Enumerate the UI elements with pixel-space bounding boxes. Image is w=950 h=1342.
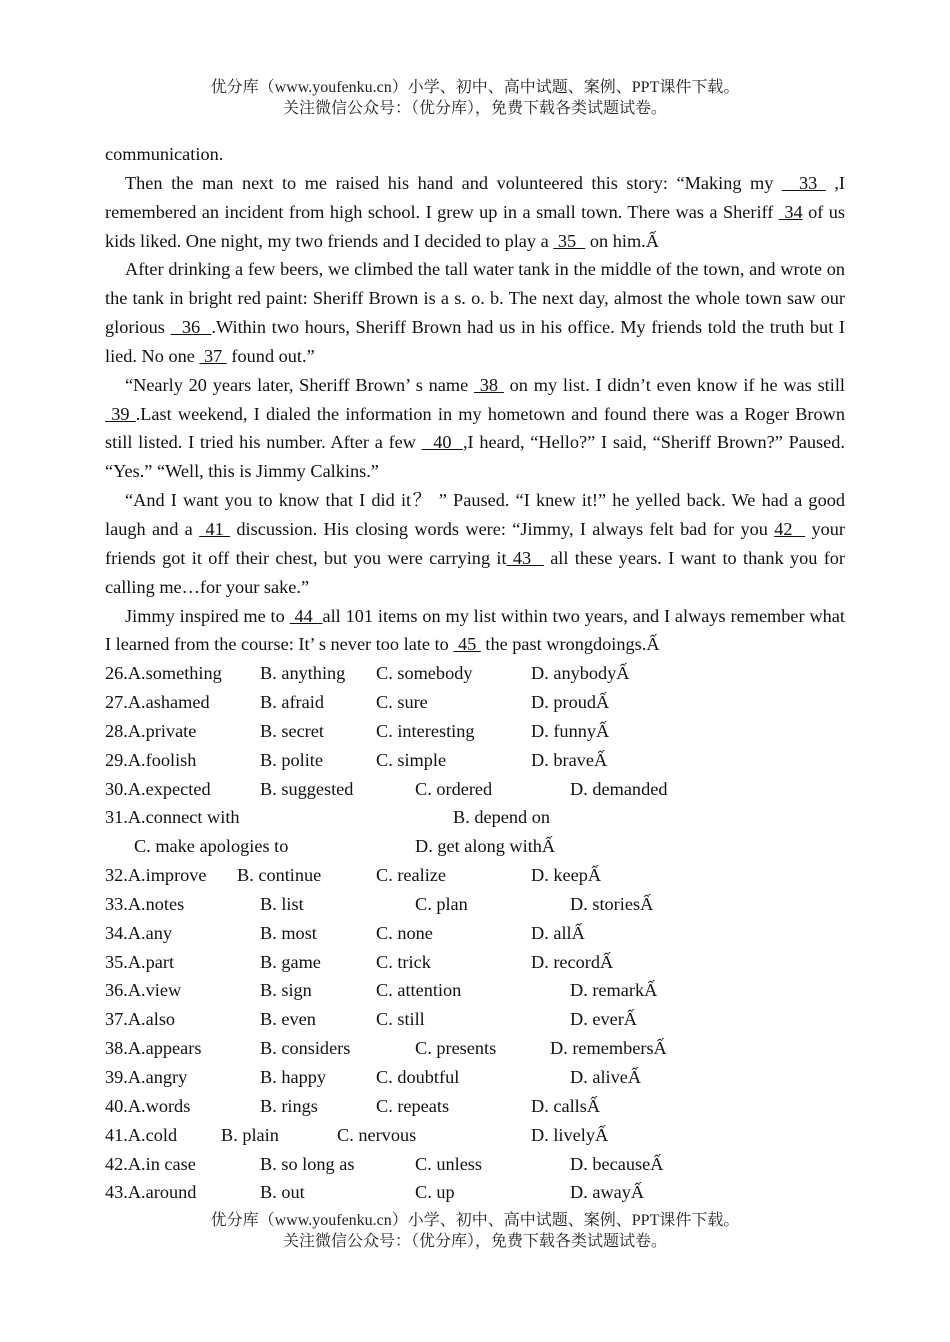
blank-39: 39	[105, 403, 136, 424]
option-d: D. funnyẤ	[531, 720, 610, 741]
option-d: D. keepẤ	[531, 865, 602, 886]
blank-35: 35	[553, 230, 586, 251]
text: discussion. His closing words were: “Jimmy, I always felt bad for you	[230, 518, 775, 539]
option-c: C. still	[376, 1009, 425, 1030]
question-33	[105, 890, 845, 919]
text: on him.Ấ	[585, 230, 659, 251]
option-a: 27.A.ashamed	[105, 692, 210, 713]
text: .Within two hours, Sheriff Brown had us in his office. My friends told the truth but I lied. No one	[105, 317, 846, 366]
question-26	[105, 659, 845, 688]
question-31-continued	[105, 832, 845, 861]
option-d: D. awayẤ	[570, 1182, 645, 1203]
text: on my list. I didn’t even know if he was still	[503, 374, 846, 395]
option-d: D. demanded	[570, 778, 668, 799]
option-b: B. plain	[221, 1124, 279, 1145]
option-b: B. sign	[260, 980, 312, 1001]
option-d: D. becauseẤ	[570, 1153, 664, 1174]
text: your friends got it off their chest, but you were carrying it	[105, 518, 846, 568]
blank-44: 44	[289, 605, 323, 626]
option-b: B. even	[260, 1009, 316, 1030]
question-37	[105, 1005, 845, 1034]
option-c: C. doubtful	[376, 1067, 460, 1087]
text: of us kids liked. One night, my two friends and I decided to play a	[105, 201, 846, 251]
paragraph-0: communication.	[105, 144, 224, 164]
paragraph-4	[105, 486, 845, 601]
text: .Last weekend, I dialed the information in my hometown and found there was a Roger Brown still listed. I tried his number. After a few	[105, 403, 845, 453]
paragraph-5	[105, 602, 845, 660]
option-a: 32.A.improve	[105, 865, 207, 886]
option-d: D. braveẤ	[531, 749, 608, 770]
option-c: C. interesting	[376, 720, 475, 741]
question-29	[105, 746, 845, 775]
option-b: B. rings	[260, 1095, 318, 1116]
option-b: B. anything	[260, 663, 346, 684]
blank-38: 38	[474, 374, 504, 395]
option-d: D. aliveẤ	[570, 1067, 642, 1087]
option-c: C. somebody	[376, 663, 473, 684]
blank-36: 36	[170, 317, 212, 338]
option-b: B. list	[260, 893, 304, 914]
option-c: C. up	[415, 1182, 455, 1203]
footer-line-1: 优分库（www.youfenku.cn）小学、初中、高中试题、案例、PPT课件下载。	[210, 1212, 740, 1229]
question-35	[105, 948, 845, 977]
option-c: C. unless	[415, 1153, 483, 1174]
option-c: C. trick	[376, 951, 431, 972]
option-a: 41.A.cold	[105, 1124, 178, 1145]
page-footer	[0, 1210, 950, 1252]
blank-33: 33	[781, 172, 826, 193]
option-b: B. secret	[260, 720, 324, 741]
question-39	[105, 1063, 845, 1092]
option-b: B. happy	[260, 1067, 327, 1087]
question-27	[105, 688, 845, 717]
option-a: 38.A.appears	[105, 1038, 202, 1059]
option-c: C. nervous	[337, 1124, 417, 1145]
text: all 101 items on my list within two years, and I always remember what I learned from the course: It’ s never too late to	[105, 605, 846, 655]
option-d: D. anybodyẤ	[531, 663, 630, 684]
option-c: C. simple	[376, 749, 447, 770]
text: all these years. I want to thank you for calling me…for your sake.”	[105, 547, 846, 597]
option-c: C. none	[376, 922, 433, 943]
text: ,I heard, “Hello?” I said, “Sheriff Brown?” Paused. “Yes.” “Well, this is Jimmy Calkins.”	[105, 432, 845, 482]
option-a: 42.A.in case	[105, 1153, 196, 1174]
header-line-2: 关注微信公众号：（优分库），免费下载各类试题试卷。	[282, 100, 667, 117]
document-body	[105, 140, 845, 1207]
question-31	[105, 803, 845, 832]
option-c: C. make apologies to	[134, 836, 289, 857]
option-d: D. get along withẤ	[415, 836, 556, 857]
paragraph-1	[105, 169, 845, 256]
option-a: 35.A.part	[105, 951, 175, 972]
blank-42: 42	[774, 518, 806, 539]
option-c: C. ordered	[415, 778, 493, 799]
option-d: D. allẤ	[531, 922, 585, 943]
option-c: C. plan	[415, 893, 468, 914]
option-c: C. realize	[376, 865, 447, 886]
option-a: 39.A.angry	[105, 1067, 188, 1087]
paragraph-2	[105, 255, 845, 370]
question-32	[105, 861, 845, 890]
option-d: D. proudẤ	[531, 692, 610, 713]
option-d: D. remarkẤ	[570, 980, 658, 1001]
question-40	[105, 1092, 845, 1121]
option-d: D. callsẤ	[531, 1095, 601, 1116]
option-d: D. storiesẤ	[570, 893, 654, 914]
question-43	[105, 1178, 845, 1207]
option-a: 26.A.something	[105, 663, 222, 684]
blank-40: 40	[421, 432, 463, 453]
question-41	[105, 1121, 845, 1150]
option-b: B. game	[260, 951, 321, 972]
option-b: B. continue	[237, 865, 322, 886]
option-b: B. polite	[260, 749, 323, 770]
question-38	[105, 1034, 845, 1063]
option-a: 36.A.view	[105, 980, 182, 1001]
option-a: 30.A.expected	[105, 778, 211, 799]
option-b: B. depend on	[453, 807, 550, 828]
question-42	[105, 1150, 845, 1179]
text: “And I want you to know that I did it？ ” Paused. “I knew it!” he yelled back. We had a good laugh and a	[105, 490, 845, 539]
option-b: B. out	[260, 1182, 305, 1203]
paragraph-3	[105, 371, 845, 486]
option-c: C. repeats	[376, 1095, 450, 1116]
option-a: 40.A.words	[105, 1095, 191, 1116]
question-28	[105, 717, 845, 746]
text: “Nearly 20 years later, Sheriff Brown’ s name	[125, 374, 474, 395]
text: the past wrongdoings.Ấ	[480, 634, 660, 655]
blank-43: 43	[506, 547, 544, 568]
text: ,I remembered an incident from high school. I grew up in a small town. There was a Sheriff	[105, 172, 845, 222]
text: Jimmy inspired me to	[125, 605, 290, 626]
blank-34: 34	[778, 201, 803, 222]
header-line-1: 优分库（www.youfenku.cn）小学、初中、高中试题、案例、PPT课件下载。	[210, 79, 740, 96]
option-b: B. suggested	[260, 778, 354, 799]
option-a: 34.A.any	[105, 922, 173, 943]
option-c: C. attention	[376, 980, 462, 1001]
blank-41: 41	[199, 518, 231, 539]
question-30	[105, 775, 845, 804]
option-b: B. considers	[260, 1038, 351, 1059]
text: Then the man next to me raised his hand and volunteered this story: “Making my	[125, 172, 782, 193]
option-a: 33.A.notes	[105, 893, 185, 914]
option-c: C. presents	[415, 1038, 497, 1059]
option-d: D. recordẤ	[531, 951, 614, 972]
option-d: D. livelyẤ	[531, 1124, 609, 1145]
option-a: 28.A.private	[105, 720, 197, 741]
text: found out.”	[226, 345, 315, 366]
option-d: D. everẤ	[570, 1009, 638, 1030]
option-c: C. sure	[376, 692, 428, 713]
page-header	[0, 77, 950, 119]
question-36	[105, 976, 845, 1005]
option-a: 31.A.connect with	[105, 807, 240, 828]
option-a: 43.A.around	[105, 1182, 197, 1203]
option-b: B. afraid	[260, 692, 324, 713]
question-34	[105, 919, 845, 948]
option-a: 29.A.foolish	[105, 749, 197, 770]
option-b: B. most	[260, 922, 317, 943]
blank-37: 37	[199, 345, 227, 366]
footer-line-2: 关注微信公众号：（优分库），免费下载各类试题试卷。	[282, 1233, 667, 1250]
option-b: B. so long as	[260, 1153, 355, 1174]
text: After drinking a few beers, we climbed the tall water tank in the middle of the town, and wrote on the tank in bright red paint: Sheriff Brown is a s. o. b. The next day, almost the whole town saw our glorious	[105, 259, 845, 338]
blank-45: 45	[453, 634, 481, 655]
option-a: 37.A.also	[105, 1009, 176, 1030]
option-d: D. remembersẤ	[550, 1038, 667, 1059]
